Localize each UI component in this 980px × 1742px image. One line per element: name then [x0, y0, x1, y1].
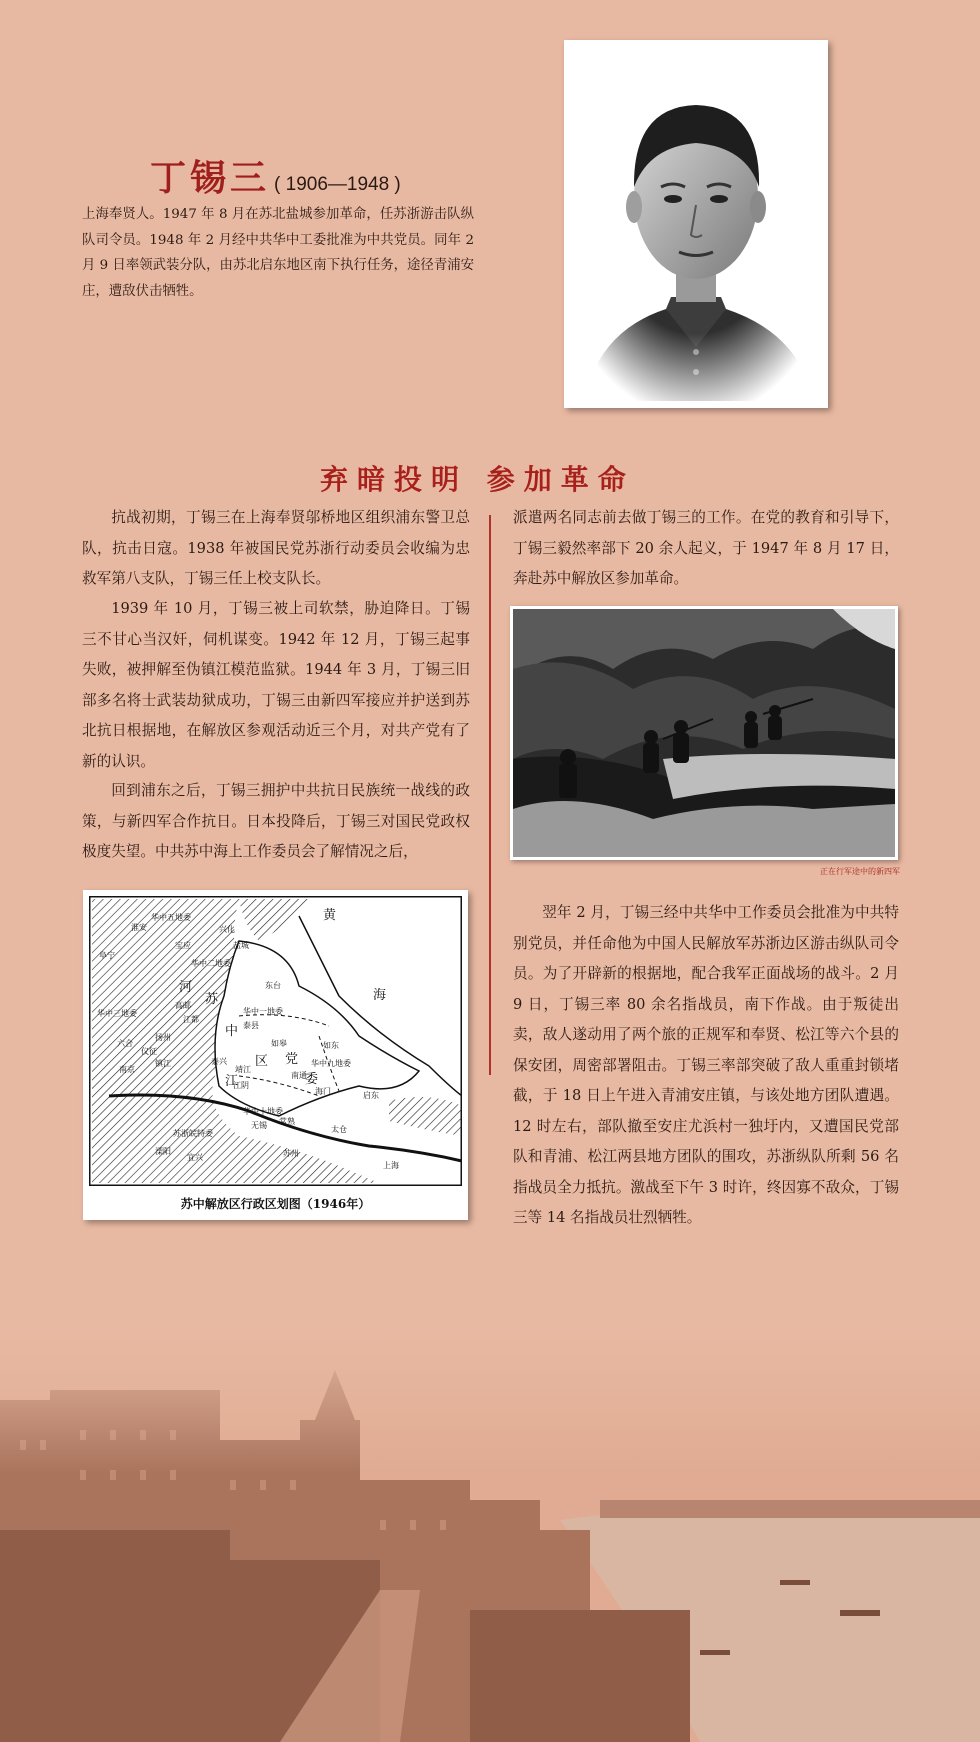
- left-paragraph-2: 1939 年 10 月，丁锡三被上司软禁，胁迫降日。丁锡三不甘心当汉奸，伺机谋变。1942 年 12 月，丁锡三起事失败，被押解至伪镇江模范监狱。1944 年 3 月，丁锡三旧部多名将士武装劫狱成功，丁锡三由新四军接应并护送到苏北抗日根据地，在解放区参观活动近三个月，对共产党有了新的认识。: [82, 600, 470, 770]
- map-label-dang: 党: [285, 1052, 299, 1067]
- map-label-su: 苏: [205, 992, 219, 1007]
- map-label-jiangdu: 江都: [183, 1015, 199, 1024]
- map-label-yangzhou: 扬州: [155, 1033, 171, 1042]
- right-paragraph-1: 派遣两名同志前去做丁锡三的工作。在党的教育和引导下，丁锡三毅然率部下 20 余人起义，于 1947 年 8 月 17 日，奔赴苏中解放区参加革命。: [513, 509, 899, 587]
- map-label-xinghua: 兴化: [219, 925, 235, 934]
- column-divider: [489, 515, 491, 1075]
- map-caption: 苏中解放区行政区划图（1946年）: [180, 1197, 371, 1211]
- map-label-jiang: 江: [225, 1074, 239, 1089]
- map-label-yixing: 宜兴: [187, 1153, 203, 1162]
- map-label-taicang: 太仓: [331, 1125, 347, 1134]
- left-paragraph-1: 抗战初期，丁锡三在上海奉贤邬桥地区组织浦东警卫总队，抗击日寇。1938 年被国民党苏浙行动委员会收编为忠救军第八支队，丁锡三任上校支队长。: [82, 509, 470, 587]
- portrait-photo: [564, 40, 828, 408]
- map-label-hai: 海: [373, 988, 387, 1003]
- map-label-shi: 华中十地委: [243, 1107, 283, 1116]
- person-heading: [150, 150, 450, 199]
- march-image: [513, 609, 895, 857]
- map-label-yizheng: 仪征: [141, 1047, 157, 1056]
- city-skyline-image: [0, 1330, 980, 1742]
- photo-caption: 正在行军途中的新四军: [820, 867, 900, 876]
- portrait-image: [571, 47, 821, 401]
- left-paragraph-3: 回到浦东之后，丁锡三拥护中共抗日民族统一战线的政策，与新四军合作抗日。日本投降后，丁锡三对国民党政权极度失望。中共苏中海上工作委员会了解情况之后，: [82, 782, 470, 860]
- map-label-rugao: 如皋: [271, 1039, 287, 1048]
- map-figure: [83, 890, 468, 1220]
- map-label-dongtai: 东台: [265, 981, 281, 990]
- section-title: 弃暗投明 参加革命: [320, 463, 635, 496]
- map-label-huang: 黄: [323, 908, 337, 923]
- march-photo: [510, 606, 898, 860]
- map-label-suzhou: 苏州: [283, 1149, 299, 1158]
- map-label-taixian: 泰县: [243, 1021, 259, 1030]
- map-label-funing: 阜宁: [99, 951, 115, 960]
- map-label-zhong: 中: [225, 1024, 239, 1039]
- map-label-baoying: 宝应: [175, 941, 191, 950]
- map-label-san: 华中三地委: [97, 1009, 137, 1018]
- map-label-huaian: 淮安: [131, 923, 147, 932]
- map-label-wei: 委: [305, 1072, 319, 1087]
- map-label-er: 华中二地委: [191, 959, 231, 968]
- map-label-gaoyou: 高邮: [175, 1001, 191, 1010]
- map-label-jingjiang: 靖江: [235, 1065, 251, 1074]
- map-label-he: 河: [179, 980, 193, 995]
- person-years: ( 1906—1948 ): [274, 174, 401, 195]
- map-label-changshu: 常熟: [279, 1117, 295, 1126]
- person-name: 丁锡三: [150, 157, 271, 199]
- map-label-qu: 区: [255, 1054, 269, 1069]
- map-label-rudong: 如东: [323, 1041, 339, 1050]
- map-label-zhenjiang: 镇江: [155, 1059, 171, 1068]
- map-label-jiangyin: 江阴: [233, 1081, 249, 1090]
- map-label-taixing: 泰兴: [211, 1057, 227, 1066]
- map-label-qidong: 启东: [363, 1091, 379, 1100]
- map-label-jiu: 华中九地委: [311, 1059, 351, 1068]
- map-label-nantong: 南通: [291, 1071, 307, 1080]
- map-label-nanjing: 南京: [119, 1065, 135, 1074]
- map-label-yancheng: 盐城: [233, 941, 249, 950]
- map-label-yi: 华中一地委: [243, 1007, 283, 1016]
- map-label-sw: 苏浙皖特委: [173, 1129, 213, 1138]
- map-label-wuxi: 无锡: [251, 1121, 267, 1130]
- map-label-liuhe: 六合: [117, 1039, 133, 1048]
- person-bio: 上海奉贤人。1947 年 8 月在苏北盐城参加革命，任苏浙游击队纵队司令员。1948 年 2 月经中共华中工委批准为中共党员。同年 2 月 9 日率领武装分队，由苏北启东地区南下执行任务，途径青浦安庄，遭敌伏击牺牲。: [82, 207, 474, 299]
- map-label-shanghai: 上海: [383, 1161, 399, 1170]
- map-label-lishui: 溧阳: [155, 1147, 171, 1156]
- right-paragraph-2: 翌年 2 月，丁锡三经中共华中工作委员会批准为中共特别党员，并任命他为中国人民解放军苏浙边区游击纵队司令员。为了开辟新的根据地，配合我军正面战场的战斗。2 月 9 日，丁锡三率 80 余名指战员，南下作战。由于叛徒出卖，敌人遂动用了两个旅的正规军和奉贤、松江等六个县的保安团，周密部署阻击。丁锡三率部突破了敌人重重封锁堵截，于 18 日上午进入青浦安庄镇，与该处地方团队遭遇。12 时左右，部队撤至安庄尤浜村一独圩内，又遭国民党部队和青浦、松江两县地方团队的围攻，苏浙纵队所剩 56 名指战员全力抵抗。激战至下午 3 时许，终因寡不敌众，丁锡三等 14 名指战员壮烈牺牲。: [513, 904, 899, 1226]
- map-label-wu: 华中五地委: [151, 913, 191, 922]
- map-label-haimen: 海门: [315, 1087, 331, 1096]
